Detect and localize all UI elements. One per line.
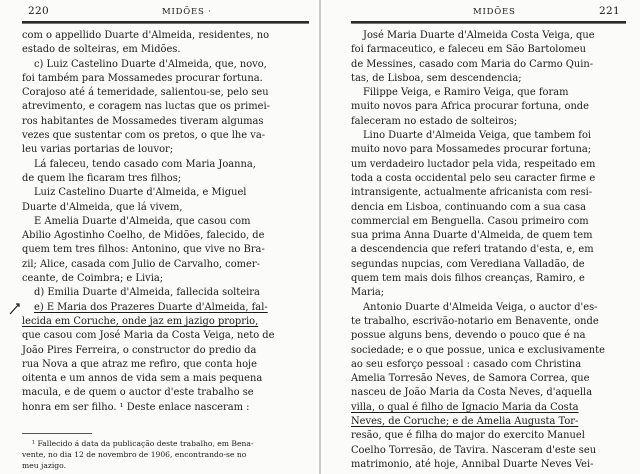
text-line: Luiz Castelino Duarte d'Almeida, e Miguel [34,187,247,199]
text-line: João Pires Ferreira, o constructor do predio da [22,344,257,356]
text-line: a descendencia que referi tratando d'esta, e, em [351,244,594,256]
text-line: Filippe Veiga, e Ramiro Veiga, que foram [363,87,569,99]
text-line: possue alguns bens, devendo o pouco que é na [351,330,586,342]
text-line: Duarte d'Almeida, que lá vivem, [22,201,183,213]
text-line: oitenta e um annos de vida sem a mais pequena [22,373,263,385]
underlined-line: villa, o qual é filho de Ignacio Maria da Costa [351,401,579,413]
left-page-number: 220 [28,5,49,17]
text-line: um verdadeiro luctador pela vida, respeitado em [351,158,596,170]
text-line: vezes que sustentar com os pretos, o que lhe va- [22,130,266,142]
text-line: sua prima Anna Duarte d'Almeida, de quem tem [351,230,593,242]
text-line: rua Nova a que atraz me refiro, que conta hoje [22,358,257,370]
text-line: muito novo para Mossamedes procurar fortuna; [351,144,592,156]
footnote-line: vente, no dia 12 de novembro de 1906, encontrando-se no [22,450,247,460]
underlined-line: lecida em Coruche, onde jaz em jazigo proprio, [22,315,259,327]
text-line: macula, e de quem o auctor d'este trabalho se [22,387,254,399]
left-running-title: MIDÕES · [162,7,212,17]
text-line: foi também para Mossamedes procurar fortuna. [22,72,263,84]
right-page [321,0,640,474]
text-line: que casou com José Maria da Costa Veiga, neto de [22,330,275,342]
text-line: d) Emilia Duarte d'Almeida, fallecida solteira [34,287,260,299]
text-line: nasceu de João Maria da Costa Neves, d'aquella [351,387,593,399]
footnote-rule [22,433,92,434]
text-line: quem tem tres filhos: Antonino, que vive no Bra- [22,244,265,256]
right-running-title: MIDÕES [473,7,516,17]
text-line: commercial em Benguella. Casou primeiro com [351,215,589,227]
text-line: muito novos para Africa procurar fortuna, onde [351,101,589,113]
text-line: ao seu esforço pessoal : casado com Christina [351,358,582,370]
text-line: Lá faleceu, tendo casado com Maria Joanna, [34,158,256,170]
text-line: honra em ser filho. ¹ Deste enlace nasceram : [22,401,250,413]
text-line: segundas nupcias, com Verediana Valladão, de [351,258,585,270]
text-line: intransigente, actualmente africanista com resi- [351,187,593,199]
text-line: tas, de Lisboa, sem descendencia; [351,72,522,84]
text-line: atrevimento, e coragem nas luctas que os primei- [22,101,270,113]
text-line: dencia em Lisboa, continuando com a sua casa [351,201,586,213]
right-page-number: 221 [599,5,620,17]
text-line: E Amelia Duarte d'Almeida, que casou com [34,215,251,227]
footnote-line: meu jazigo. [22,461,67,471]
text-line: resão, que é filha do major do exercito Manuel [351,430,585,442]
right-body-text [351,29,626,472]
text-line: José Maria Duarte d'Almeida Costa Veiga, que [363,30,595,41]
text-line: foi farmaceutico, e faleceu em São Bartolomeu [351,44,586,56]
text-line: c) Luiz Castelino Duarte d'Almeida, que, novo, [34,58,267,70]
text-line: Corajoso até á temeridade, salientou-se, pelo seu [22,87,269,99]
text-line: te trabalho, escrivão-notario em Benavente, onde [351,315,599,327]
text-line: de quem lhe ficaram tres filhos; [22,172,182,184]
text-line: Coelho Torresão, de Tavira. Nasceram d'este seu [351,444,597,456]
underlined-line: e) E Maria dos Prazeres Duarte d'Almeida, fal- [34,301,268,313]
text-line: quem tem mais dois filhos creanças, Ramiro, e [351,273,585,285]
text-line: zil; Alice, casada com Julio de Carvalho, comer- [22,258,260,270]
left-body-text [22,29,309,415]
underlined-line: Neves, de Coruche; e de Amelia Augusta Tor- [351,416,579,428]
text-line: leu varias portarias de louvor; [22,144,174,156]
right-running-head [351,4,626,20]
text-line: Maria; [351,287,385,299]
left-page [0,0,319,474]
text-line: Abilio Agostinho Coelho, de Midões, falecido, de [22,230,265,242]
left-header-rule [22,21,309,24]
text-line: matrimonio, até hoje, Annibal Duarte Neves Vei- [351,458,594,470]
text-line: de Messines, casado com Maria do Carmo Quin- [351,58,594,70]
footnote [22,438,309,471]
pen-mark-icon [8,302,22,316]
text-line: toda a costa occidental pelo seu caracter firme e [351,172,596,184]
text-line: Antonio Duarte d'Almeida Veiga, o auctor d'es- [363,301,598,313]
text-line: ceante, de Coimbra; e Livia; [22,273,164,285]
text-line: faleceram no estado de solteiros; [351,115,518,127]
text-line: com o appellido Duarte d'Almeida, residentes, no [22,30,270,41]
text-line: estado de solteiras, em Midões. [22,44,181,56]
footnote-line: ¹ Fallecido á data da publicação deste trabalho, em Bena- [32,439,254,449]
text-line: Lino Duarte d'Almeida Veiga, que tambem foi [363,130,592,142]
text-line: ros habitantes de Mossamedes tiveram algumas [22,115,264,127]
left-running-head [22,4,309,20]
text-line: sociedade; e o que possue, unica e exclusivamente [351,344,605,356]
text-line: Amelia Torresão Neves, de Samora Correa, que [351,373,590,385]
right-header-rule [351,21,626,24]
